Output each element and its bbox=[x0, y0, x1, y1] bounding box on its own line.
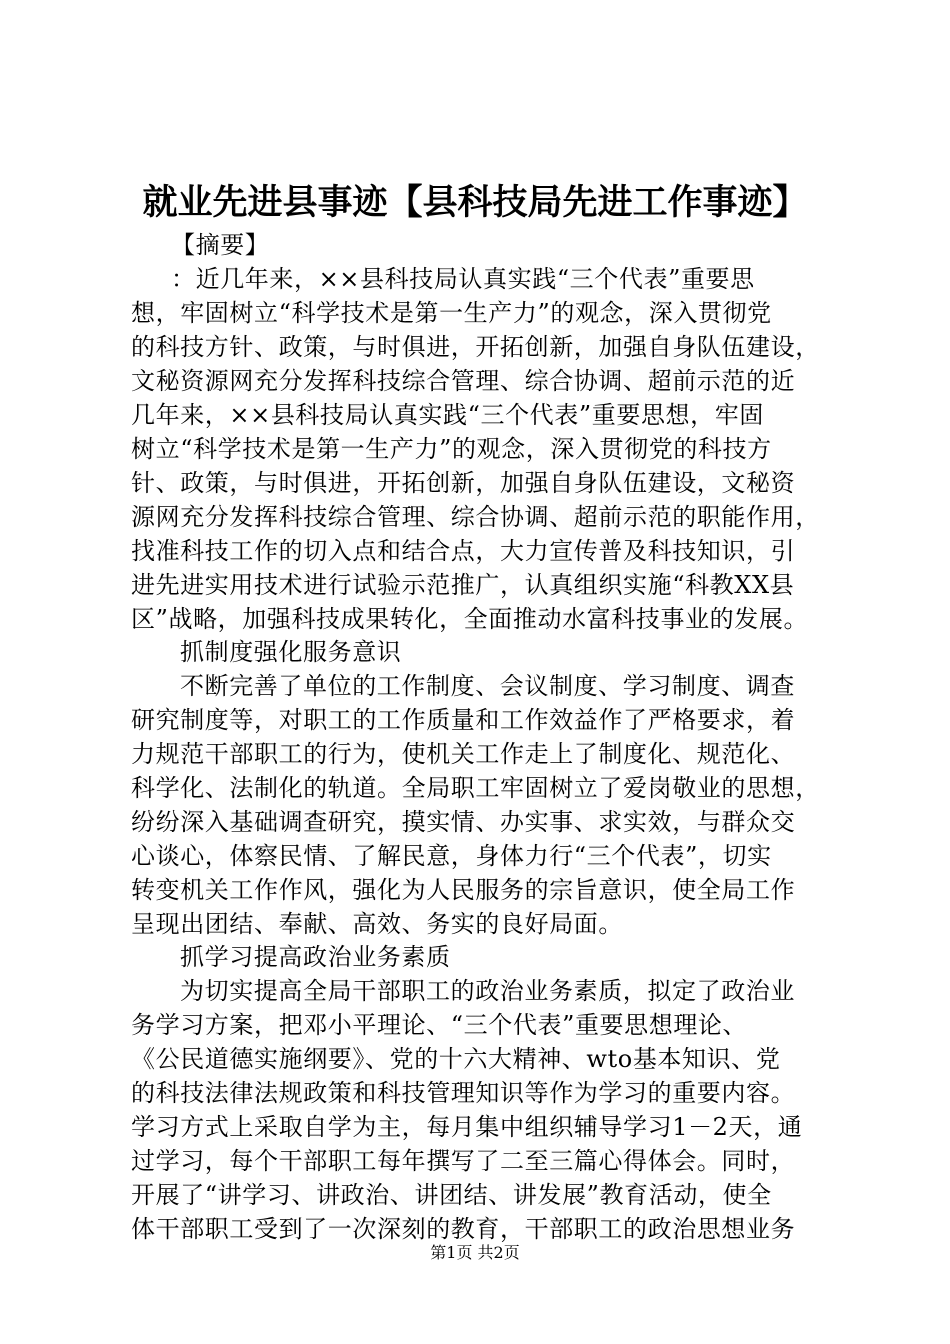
abstract-line: 几年来，××县科技局认真实践“三个代表”重要思想，牢固 bbox=[131, 401, 764, 429]
paragraph-line: 开展了“讲学习、讲政治、讲团结、讲发展”教育活动，使全 bbox=[131, 1181, 772, 1209]
paragraph-line: 不断完善了单位的工作制度、会议制度、学习制度、调查 bbox=[180, 672, 795, 700]
paragraph-line: 研究制度等，对职工的工作质量和工作效益作了严格要求，着 bbox=[131, 706, 796, 734]
page-title: 就业先进县事迹【县科技局先进工作事迹】 bbox=[142, 182, 808, 223]
abstract-line: ：近几年来，××县科技局认真实践“三个代表”重要思 bbox=[171, 265, 755, 293]
abstract-line: 找准科技工作的切入点和结合点，大力宣传普及科技知识，引 bbox=[131, 537, 796, 565]
paragraph-line: 纷纷深入基础调查研究，摸实情、办实事、求实效，与群众交 bbox=[131, 808, 796, 836]
paragraph-line: 的科技法律法规政策和科技管理知识等作为学习的重要内容。 bbox=[131, 1079, 796, 1107]
abstract-line: 针、政策，与时俱进，开拓创新，加强自身队伍建设，文秘资 bbox=[131, 469, 796, 497]
abstract-label: 【摘要】 bbox=[171, 231, 270, 259]
page-footer: 第1页 共2页 bbox=[430, 1243, 520, 1262]
paragraph-line: 《公民道德实施纲要》、党的十六大精神、wto基本知识、党 bbox=[131, 1045, 781, 1073]
paragraph-line: 呈现出团结、奉献、高效、务实的良好局面。 bbox=[131, 910, 623, 938]
paragraph-line: 心谈心，体察民情、了解民意，身体力行“三个代表”，切实 bbox=[131, 842, 772, 870]
abstract-line: 想，牢固树立“科学技术是第一生产力”的观念，深入贯彻党 bbox=[131, 299, 772, 327]
section-heading: 抓制度强化服务意识 bbox=[180, 638, 402, 666]
paragraph-line: 过学习，每个干部职工每年撰写了二至三篇心得体会。同时， bbox=[131, 1147, 796, 1175]
abstract-line: 源网充分发挥科技综合管理、综合协调、超前示范的职能作用， bbox=[131, 503, 820, 531]
abstract-line: 进先进实用技术进行试验示范推广，认真组织实施“科教XX县 bbox=[131, 571, 795, 599]
abstract-line: 文秘资源网充分发挥科技综合管理、综合协调、超前示范的近 bbox=[131, 367, 796, 395]
paragraph-line: 务学习方案，把邓小平理论、“三个代表”重要思想理论、 bbox=[131, 1011, 748, 1039]
paragraph-line: 力规范干部职工的行为，使机关工作走上了制度化、规范化、 bbox=[131, 740, 796, 768]
paragraph-line: 学习方式上采取自学为主，每月集中组织辅导学习1－2天，通 bbox=[131, 1113, 803, 1141]
abstract-line: 的科技方针、政策，与时俱进，开拓创新，加强自身队伍建设， bbox=[131, 333, 820, 361]
paragraph-line: 为切实提高全局干部职工的政治业务素质，拟定了政治业 bbox=[180, 977, 795, 1005]
paragraph-line: 体干部职工受到了一次深刻的教育，干部职工的政治思想业务 bbox=[131, 1215, 796, 1243]
paragraph-line: 科学化、法制化的轨道。全局职工牢固树立了爱岗敬业的思想， bbox=[131, 774, 820, 802]
paragraph-line: 转变机关工作作风，强化为人民服务的宗旨意识，使全局工作 bbox=[131, 876, 796, 904]
section-heading: 抓学习提高政治业务素质 bbox=[180, 943, 451, 971]
abstract-line: 区”战略，加强科技成果转化，全面推动水富科技事业的发展。 bbox=[131, 605, 809, 633]
abstract-line: 树立“科学技术是第一生产力”的观念，深入贯彻党的科技方 bbox=[131, 435, 772, 463]
